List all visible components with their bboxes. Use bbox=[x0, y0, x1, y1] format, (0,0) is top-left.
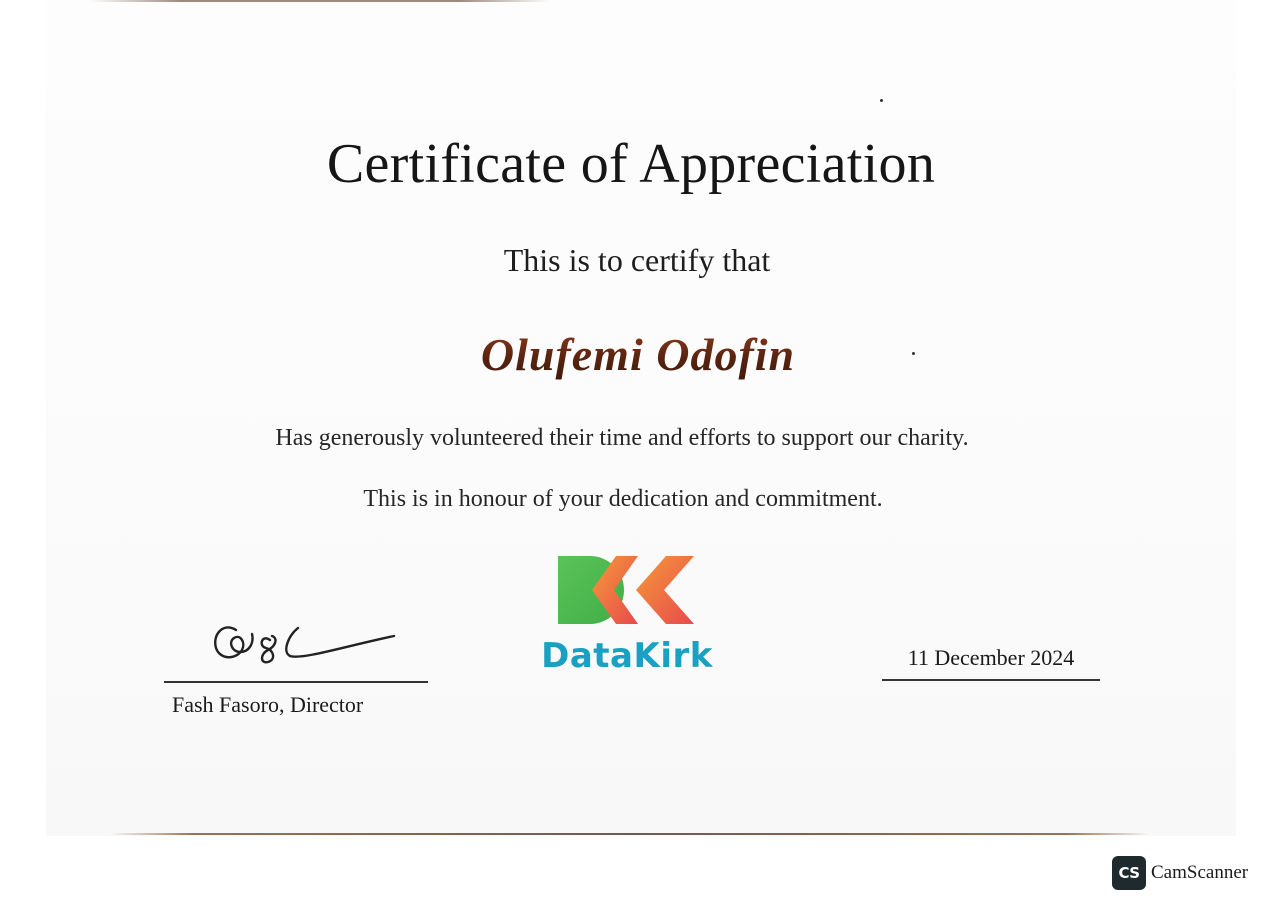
handwritten-signature-icon bbox=[206, 612, 396, 668]
bottom-border-edge bbox=[110, 833, 1150, 835]
signer-name: Fash Fasoro, Director bbox=[172, 692, 364, 717]
certificate-date: 11 December 2024 bbox=[907, 645, 1075, 670]
camscanner-watermark bbox=[1112, 856, 1248, 890]
honour-message: This is in honour of your dedication and commitment. bbox=[363, 486, 883, 512]
top-border-edge bbox=[90, 0, 550, 2]
signature-line bbox=[164, 681, 428, 683]
certify-subtitle: This is to certify that bbox=[503, 242, 771, 278]
date-line bbox=[882, 679, 1100, 681]
datakirk-wordmark: DataKirk bbox=[541, 636, 713, 676]
scan-speck bbox=[880, 99, 883, 102]
recipient-name: Olufemi Odofin bbox=[0, 328, 1276, 381]
camscanner-label: CamScanner bbox=[1151, 862, 1249, 883]
appreciation-message: Has generously volunteered their time and efforts to support our charity. bbox=[275, 425, 969, 451]
camscanner-logo-icon: CS bbox=[1112, 856, 1146, 890]
certificate-title: Certificate of Appreciation bbox=[326, 133, 936, 195]
scan-speck bbox=[912, 352, 915, 355]
datakirk-logo-icon bbox=[556, 554, 702, 628]
